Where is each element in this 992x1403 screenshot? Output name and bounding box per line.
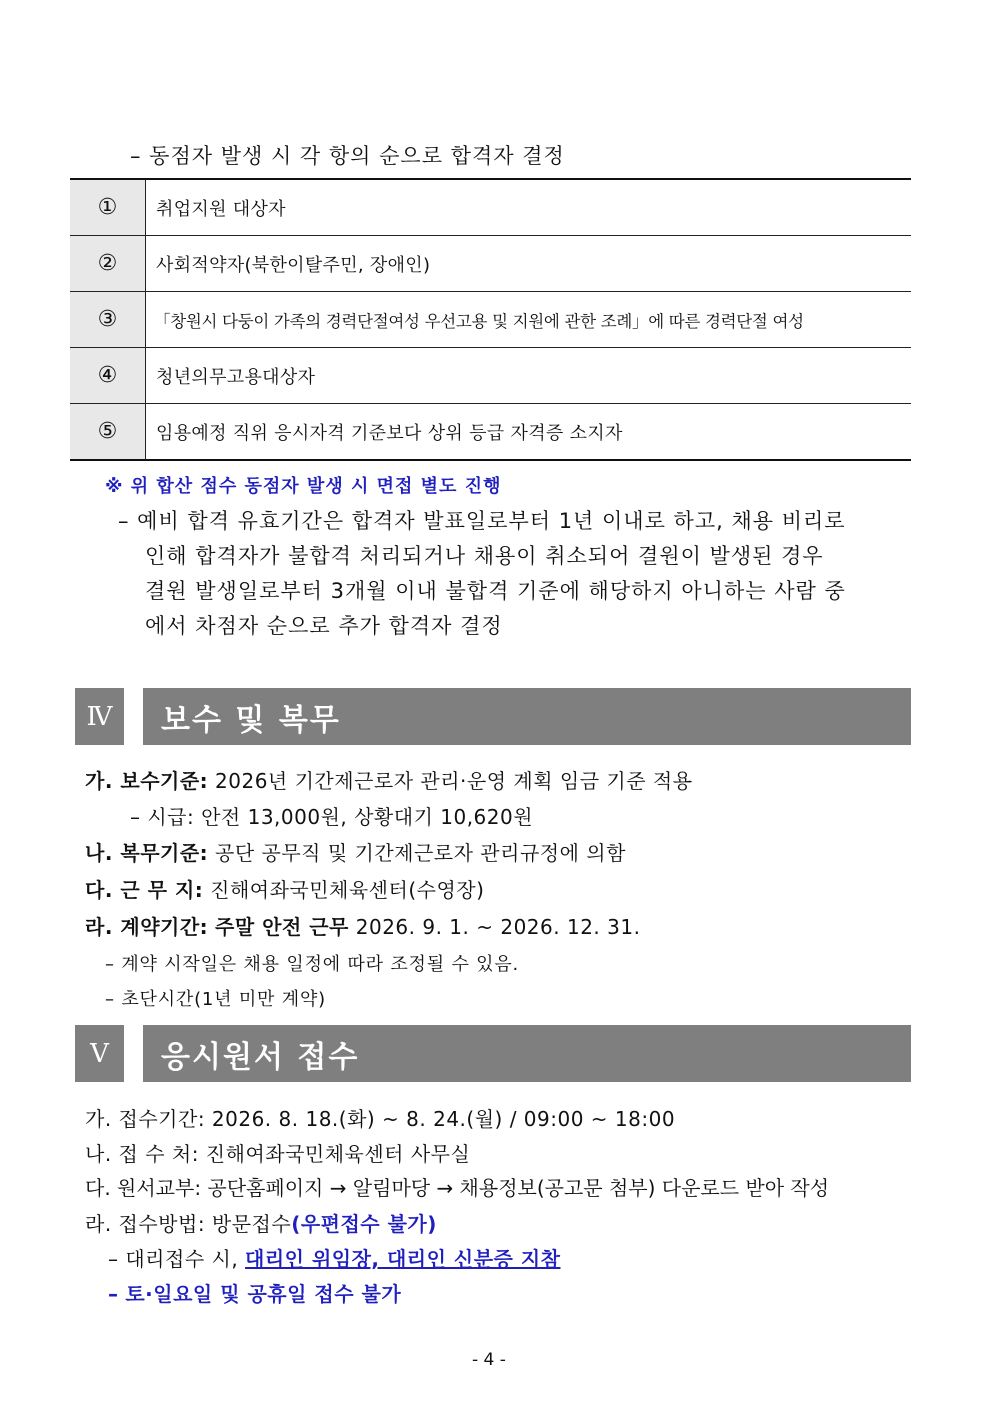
contract-period	[85, 911, 640, 940]
row-number: ④	[70, 348, 146, 404]
proxy-requirements: 대리인 위임장, 대리인 신분증 지참	[245, 1247, 561, 1271]
no-mail-note: (우편접수 불가)	[291, 1212, 437, 1236]
work-location-text: 진해여좌국민체육센터(수영장)	[210, 878, 485, 902]
row-text: 청년의무고용대상자	[146, 348, 912, 404]
application-place: 나. 접 수 처: 진해여좌국민체육센터 사무실	[85, 1142, 471, 1166]
holiday-text: 토·일요일 및 공휴일 접수 불가	[125, 1282, 402, 1306]
application-period: 가. 접수기간: 2026. 8. 18.(화) ~ 8. 24.(월) / 09:00 ~ 18:00	[85, 1107, 676, 1131]
interview-note: ※ 위 합산 점수 동점자 발생 시 면접 별도 진행	[105, 476, 502, 497]
service-standard-text: 공단 공무직 및 기간제근로자 관리규정에 의함	[215, 841, 626, 865]
section-4-number: Ⅳ	[75, 688, 124, 745]
section-5-title: 응시원서 접수	[143, 1025, 911, 1082]
reserve-line-1: – 예비 합격 유효기간은 합격자 발표일로부터 1년 이내로 하고, 채용 비리로	[118, 509, 846, 533]
contract-type: 주말 안전 근무	[215, 915, 349, 939]
tie-break-table	[70, 178, 911, 461]
page-number: - 4 -	[472, 1350, 506, 1370]
holiday-dash: –	[108, 1282, 119, 1306]
row-text: 「창원시 다둥이 가족의 경력단절여성 우선고용 및 지원에 관한 조례」에 따른 경력단절 여성	[146, 292, 912, 348]
work-location-label: 다. 근 무 지:	[85, 878, 204, 902]
proxy-application	[108, 1243, 560, 1272]
table-row	[70, 404, 911, 461]
table-row	[70, 292, 911, 348]
service-standard	[85, 837, 626, 866]
form-distribution: 다. 원서교부: 공단홈페이지 → 알림마당 → 채용정보(공고문 첨부) 다운로드 받아 작성	[85, 1176, 830, 1200]
service-standard-label: 나. 복무기준:	[85, 841, 209, 865]
application-method-text: 라. 접수방법: 방문접수	[85, 1212, 292, 1236]
row-number: ②	[70, 236, 146, 292]
reserve-line-2: 인해 합격자가 불합격 처리되거나 채용이 취소되어 결원이 발생된 경우	[145, 544, 824, 568]
row-number: ⑤	[70, 404, 146, 461]
holiday-note	[108, 1278, 401, 1307]
hourly-wage: – 시급: 안전 13,000원, 상황대기 10,620원	[130, 805, 534, 829]
work-location	[85, 874, 484, 903]
pay-standard	[85, 765, 693, 794]
table-row	[70, 348, 911, 404]
tie-break-rule: – 동점자 발생 시 각 항의 순으로 합격자 결정	[130, 144, 565, 168]
proxy-prefix: – 대리접수 시,	[108, 1247, 239, 1271]
contract-period-label: 라. 계약기간:	[85, 915, 209, 939]
reserve-line-3: 결원 발생일로부터 3개월 이내 불합격 기준에 해당하지 아니하는 사람 중	[145, 579, 846, 603]
contract-note-1: – 계약 시작일은 채용 일정에 따라 조정될 수 있음.	[105, 954, 520, 975]
table-row	[70, 179, 911, 236]
contract-note-2: – 초단시간(1년 미만 계약)	[105, 989, 326, 1010]
section-5-number: Ⅴ	[75, 1025, 124, 1082]
table-row	[70, 236, 911, 292]
section-4-title: 보수 및 복무	[143, 688, 911, 745]
reserve-line-4: 에서 차점자 순으로 추가 합격자 결정	[145, 614, 503, 638]
application-method	[85, 1208, 437, 1237]
row-text: 사회적약자(북한이탈주민, 장애인)	[146, 236, 912, 292]
pay-standard-label: 가. 보수기준:	[85, 769, 209, 793]
pay-standard-text: 2026년 기간제근로자 관리·운영 계획 임금 기준 적용	[215, 769, 693, 793]
row-text: 취업지원 대상자	[146, 179, 912, 236]
row-number: ①	[70, 179, 146, 236]
contract-dates: 2026. 9. 1. ~ 2026. 12. 31.	[355, 915, 641, 939]
row-text: 임용예정 직위 응시자격 기준보다 상위 등급 자격증 소지자	[146, 404, 912, 461]
row-number: ③	[70, 292, 146, 348]
